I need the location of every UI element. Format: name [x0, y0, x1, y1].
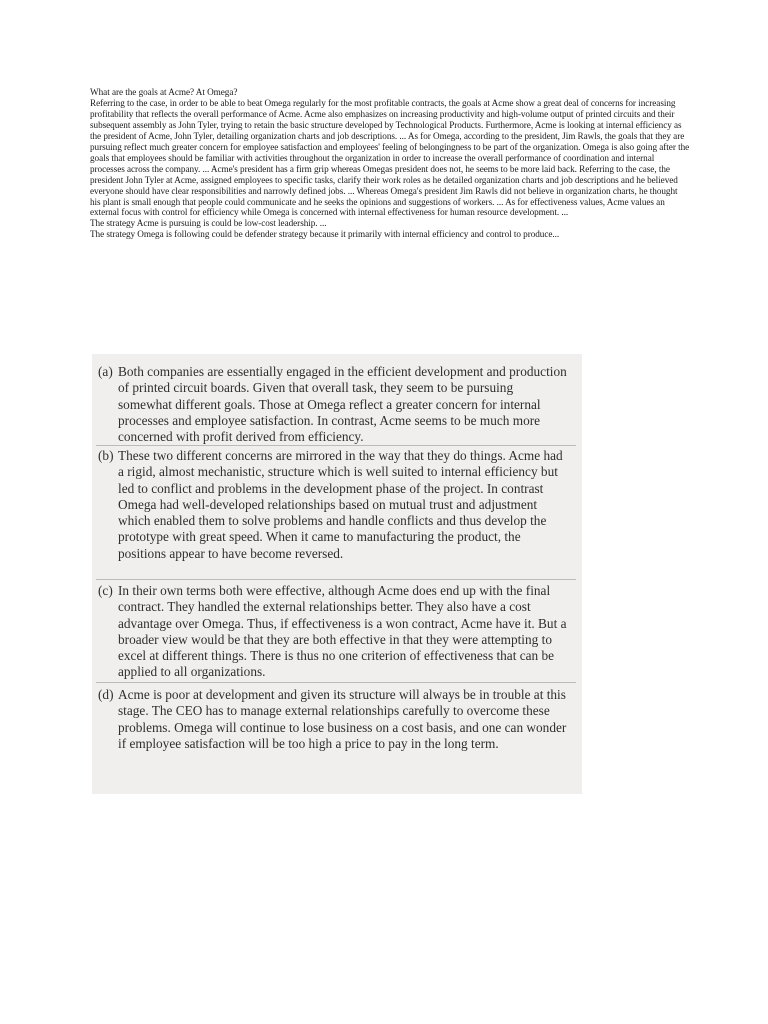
- scanned-answer-d: [98, 687, 568, 752]
- answer-marker: (b): [98, 448, 114, 463]
- answer-marker: (d): [98, 687, 114, 702]
- answer-text: These two different concerns are mirrored in the way that they do things. Acme had a rigid, almost mechanistic, structure which is well suited to internal efficiency but led to conflict and problems in the development phase of the project. In contrast Omega had well-developed relationships based on mutual trust and adjustment which enabled them to solve problems and handle conflicts and thus develop the prototype with great speed. When it came to manufacturing the product, the positions appear to have become reversed.: [118, 448, 563, 561]
- strategy-acme: The strategy Acme is pursuing is could be low-cost leadership. ...: [90, 218, 327, 229]
- scanned-answer-c: [98, 583, 568, 681]
- answer-paragraph: Referring to the case, in order to be able to beat Omega regularly for the most profitable contracts, the goals at Acme show a great deal of concerns for increasing profitability that reflects the overall performance of Acme. Acme also emphasizes on increasing productivity and high-volume output of printed circuits and their subsequent assembly as John Tyler, trying to retain the basic structure developed by Technological Products. Furthermore, Acme is looking at internal efficiency as the president of Acme, John Tyler, detailing organization charts and job descriptions. ... As for Omega, according to the president, Jim Rawls, the goals that they are pursuing reflect much greater concern for employee satisfaction and employees' feeling of belongingness to be part of the organization. Omega is also going after the goals that employees should be familiar with activities throughout the organization in order to increase the overall performance of coordination and internal processes across the company. ... Acme's president has a firm grip whereas Omegas president does not, he seems to be more laid back. Referring to the case, the president John Tyler at Acme, assigned employees to specific tasks, clarify their work roles as he detailed organization charts and job descriptions and he believed everyone should have clear responsibilities and narrowly defined jobs. ... Whereas Omega's president Jim Rawls did not believe in organization charts, he thought his plant is small enough that people could communicate and he seeks the opinions and suggestions of workers. ... As for effectiveness values, Acme values an external focus with control for efficiency while Omega is concerned with internal effectiveness for human resource development. ...: [90, 97, 690, 218]
- document-text: [90, 87, 690, 240]
- strategy-omega: The strategy Omega is following could be defender strategy because it primarily with internal efficiency and control to produce...: [90, 229, 560, 240]
- answer-text: Both companies are essentially engaged in the efficient development and production of printed circuit boards. Given that overall task, they seem to be pursuing somewhat different goals. Those at Omega reflect a greater concern for internal processes and employee satisfaction. In contrast, Acme seems to be much more concerned with profit derived from efficiency.: [118, 364, 567, 445]
- answer-marker: (c): [98, 583, 113, 598]
- answer-text: Acme is poor at development and given its structure will always be in trouble at this stage. The CEO has to manage external relationships carefully to overcome these problems. Omega will continue to lose business on a cost basis, and one can wonder if employee satisfaction will be too high a price to pay in the long term.: [118, 687, 567, 751]
- divider: [96, 445, 576, 446]
- scanned-answer-image: [92, 354, 582, 794]
- scanned-answer-a: [98, 364, 568, 445]
- answer-marker: (a): [98, 364, 113, 379]
- scanned-answer-b: [98, 448, 568, 562]
- question-heading: What are the goals at Acme? At Omega?: [90, 87, 238, 97]
- answer-text: In their own terms both were effective, although Acme does end up with the final contract. They handled the external relationships better. They also have a cost advantage over Omega. Thus, if effectiveness is a won contract, Acme have it. But a broader view would be that they are both effective in that they were attempting to excel at different things. There is thus no one criterion of effectiveness that can be applied to all organizations.: [118, 583, 567, 680]
- divider: [96, 682, 576, 683]
- divider: [96, 579, 576, 580]
